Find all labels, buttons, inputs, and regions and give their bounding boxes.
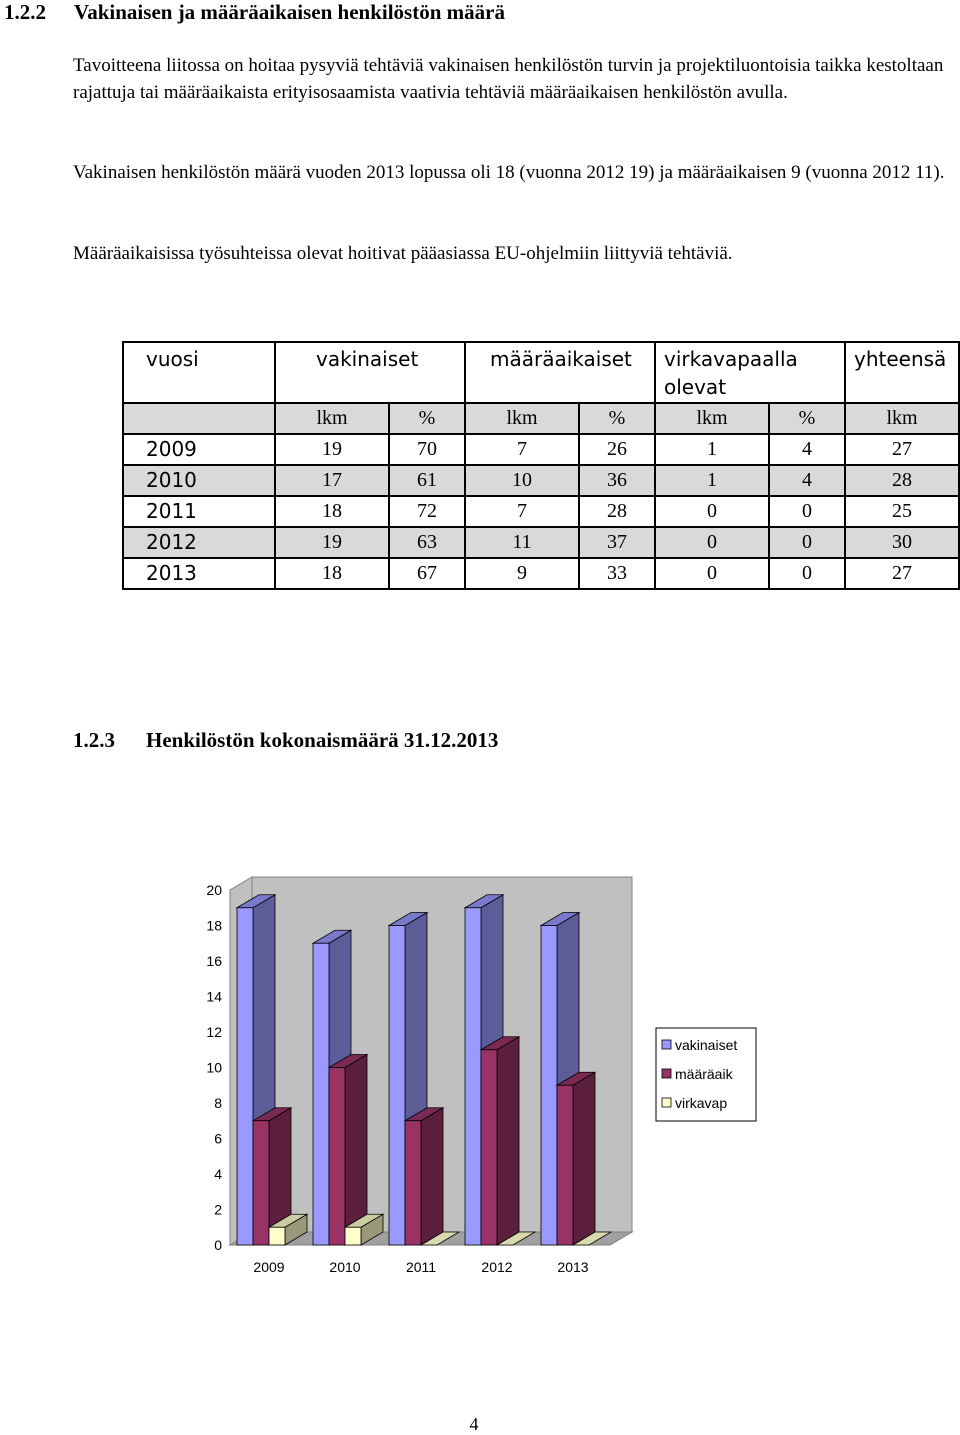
bar	[313, 943, 329, 1245]
table-cell-year: 2012	[123, 527, 275, 558]
table-cell: 4	[769, 434, 845, 465]
legend-label: vakinaiset	[675, 1037, 738, 1053]
paragraph-text: Tavoitteena liitossa on hoitaa pysyviä tehtäviä vakinaisen henkilöstön turvin ja projektiluontoisia taikka kestoltaan rajattuja tai määräaikaista erityisosaamista vaativia tehtäviä määräaikaisen henkilöstön avulla.	[73, 55, 944, 103]
paragraph-fixed-term-staff	[73, 240, 951, 267]
table-row	[123, 465, 959, 496]
section-title: Vakinaisen ja määräaikaisen henkilöstön määrä	[74, 0, 505, 24]
paragraph-text: Määräaikaisissa työsuhteissa olevat hoitivat pääasiassa EU-ohjelmiin liittyviä tehtäviä.	[73, 243, 733, 264]
section-title: Henkilöstön kokonaismäärä 31.12.2013	[146, 728, 499, 752]
x-tick-label: 2012	[481, 1259, 513, 1275]
table-cell: 0	[655, 527, 769, 558]
table-cell	[123, 403, 275, 434]
table-subheader-row	[123, 403, 959, 434]
table-cell: 18	[275, 558, 389, 589]
table-cell: %	[579, 403, 655, 434]
legend-swatch	[662, 1069, 671, 1078]
table-cell-year: 2009	[123, 434, 275, 465]
table-cell: 28	[845, 465, 959, 496]
table-cell: 11	[465, 527, 579, 558]
table-cell: 0	[769, 527, 845, 558]
table-cell: 18	[275, 496, 389, 527]
y-tick-label: 0	[214, 1237, 222, 1253]
table-row	[123, 527, 959, 558]
bar	[329, 1068, 345, 1246]
table-cell-year: 2013	[123, 558, 275, 589]
staff-bar-chart	[190, 860, 770, 1290]
table-cell: 37	[579, 527, 655, 558]
table-cell: 27	[845, 434, 959, 465]
bar-side	[497, 1037, 519, 1245]
table-cell: lkm	[655, 403, 769, 434]
bar	[405, 1121, 421, 1245]
table-cell: 0	[769, 558, 845, 589]
y-tick-label: 8	[214, 1095, 222, 1111]
table-cell: 17	[275, 465, 389, 496]
y-tick-label: 12	[206, 1024, 222, 1040]
bar	[269, 1227, 285, 1245]
x-tick-label: 2009	[253, 1259, 285, 1275]
y-tick-label: 14	[206, 988, 222, 1005]
bar-side	[573, 1072, 595, 1245]
y-tick-label: 4	[214, 1166, 222, 1182]
legend-swatch	[662, 1098, 671, 1107]
table-cell: 36	[579, 465, 655, 496]
bar-side	[421, 1108, 443, 1245]
header-on-leave: virkavapaalla olevat	[655, 342, 845, 403]
table-header-row	[123, 342, 959, 403]
table-cell-year: 2010	[123, 465, 275, 496]
x-tick-label: 2011	[405, 1259, 437, 1275]
table-cell: 9	[465, 558, 579, 589]
table-cell: lkm	[275, 403, 389, 434]
legend-swatch	[662, 1040, 671, 1049]
table-cell: 4	[769, 465, 845, 496]
bar	[237, 908, 253, 1245]
staff-table	[122, 341, 960, 590]
table-cell: 0	[769, 496, 845, 527]
table-cell: 67	[389, 558, 465, 589]
bar	[541, 926, 557, 1246]
table-row	[123, 434, 959, 465]
section-number: 1.2.3	[73, 728, 115, 752]
legend-label: virkavap	[675, 1095, 728, 1111]
table-cell: 63	[389, 527, 465, 558]
section-number: 1.2.2	[4, 0, 46, 24]
header-total: yhteensä	[845, 342, 959, 403]
table-cell: lkm	[845, 403, 959, 434]
y-tick-label: 16	[206, 953, 222, 969]
table-cell: 33	[579, 558, 655, 589]
section-heading-1-2-2	[4, 0, 505, 25]
y-tick-label: 18	[206, 917, 222, 934]
bar	[465, 908, 481, 1245]
table-cell: 7	[465, 496, 579, 527]
table-cell: 70	[389, 434, 465, 465]
table-cell: %	[769, 403, 845, 434]
y-tick-label: 20	[206, 882, 222, 898]
table-cell-year: 2011	[123, 496, 275, 527]
x-tick-label: 2010	[329, 1259, 361, 1275]
page-number: 4	[469, 1414, 479, 1434]
table-cell: 61	[389, 465, 465, 496]
table-cell: 10	[465, 465, 579, 496]
bar	[253, 1121, 269, 1245]
table-cell: 26	[579, 434, 655, 465]
y-tick-label: 2	[214, 1201, 222, 1218]
table-cell: 0	[655, 496, 769, 527]
table-row	[123, 496, 959, 527]
bar	[389, 926, 405, 1246]
paragraph-goal	[73, 52, 951, 106]
legend-label: määräaik	[675, 1066, 733, 1082]
table-cell: 30	[845, 527, 959, 558]
table-cell: 7	[465, 434, 579, 465]
table-cell: 19	[275, 434, 389, 465]
header-fixed-term: määräaikaiset	[465, 342, 655, 403]
y-tick-label: 6	[214, 1130, 222, 1147]
x-tick-label: 2013	[557, 1259, 589, 1275]
bar	[345, 1227, 361, 1245]
table-cell: 1	[655, 465, 769, 496]
table-cell: 25	[845, 496, 959, 527]
table-cell: 28	[579, 496, 655, 527]
table-cell: 19	[275, 527, 389, 558]
y-tick-label: 10	[206, 1059, 222, 1076]
section-heading-1-2-3	[73, 728, 498, 753]
table-cell: %	[389, 403, 465, 434]
paragraph-permanent-staff	[73, 159, 951, 186]
paragraph-text: Vakinaisen henkilöstön määrä vuoden 2013 lopussa oli 18 (vuonna 2012 19) ja määräaikaisen 9 (vuonna 2012 11).	[73, 162, 945, 183]
table-cell: 0	[655, 558, 769, 589]
table-cell: 1	[655, 434, 769, 465]
header-year: vuosi	[123, 342, 275, 403]
header-permanent: vakinaiset	[275, 342, 465, 403]
table-cell: 27	[845, 558, 959, 589]
table-cell: 72	[389, 496, 465, 527]
bar	[481, 1050, 497, 1245]
table-row	[123, 558, 959, 589]
bar	[557, 1085, 573, 1245]
table-cell: lkm	[465, 403, 579, 434]
